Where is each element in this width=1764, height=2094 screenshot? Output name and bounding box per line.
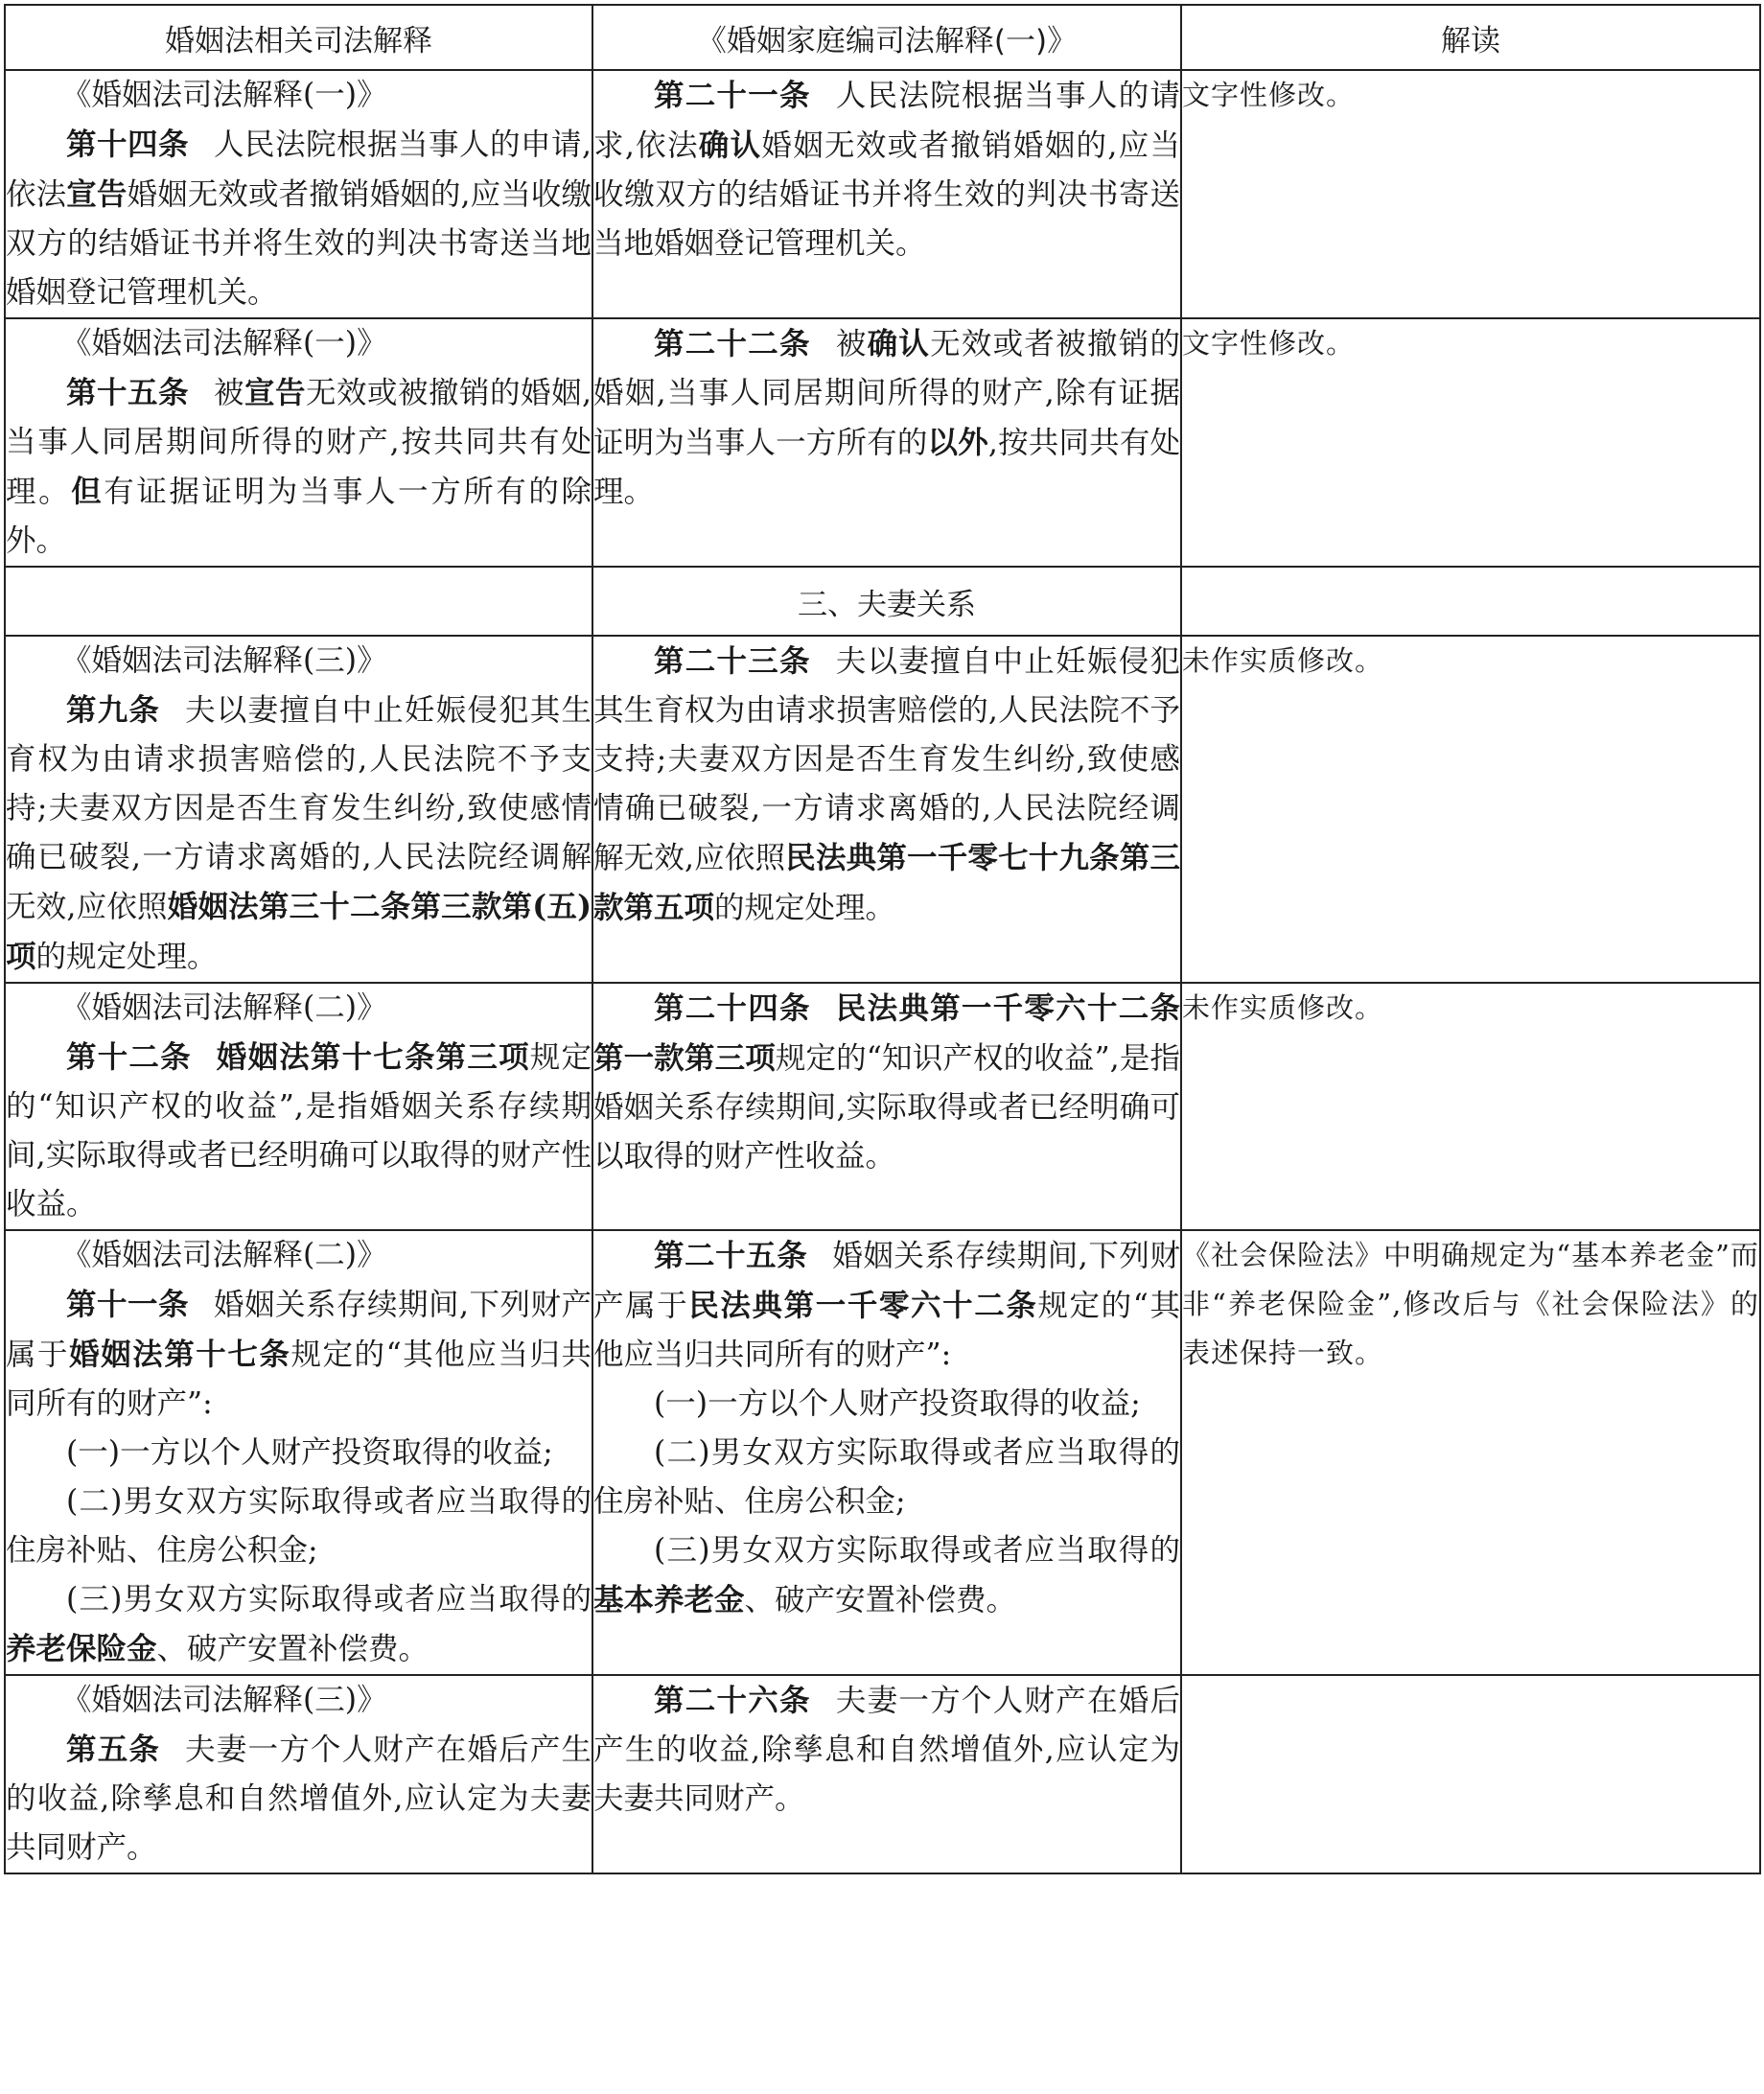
old-provision-cell [5,1675,592,1873]
commentary-cell [1181,1675,1760,1873]
old-provision-text: 第十五条 被宣告无效或被撤销的婚姻,当事人同居期间所得的财产,按共同共有处理。但有证据证明为当事人一方所有的除外。 [6,375,592,558]
list-item: (一)一方以个人财产投资取得的收益; [654,1386,1141,1421]
article-number: 第二十四条 [654,990,811,1026]
empty-cell [5,567,592,636]
article-number: 第十一条 [66,1287,189,1322]
commentary-text: 文字性修改。 [1182,79,1356,111]
list-item: (二)男女双方实际取得或者应当取得的住房补贴、住房公积金; [6,1484,592,1568]
header-commentary: 解读 [1181,5,1760,70]
list-item: (三)男女双方实际取得或者应当取得的基本养老金、破产安置补偿费。 [593,1533,1180,1617]
new-provision-cell [592,318,1181,567]
old-provision-cell [5,636,592,983]
commentary-cell [1181,70,1760,318]
source-title: 《婚姻法司法解释(一)》 [61,326,387,361]
commentary-cell [1181,983,1760,1230]
table-row [5,318,1760,567]
comparison-table [4,4,1761,1874]
commentary-cell [1181,1230,1760,1675]
article-number: 第二十五条 [654,1238,808,1273]
new-provision-text: 第二十四条 民法典第一千零六十二条第一款第三项规定的“知识产权的收益”,是指婚姻关系存续期间,实际取得或者已经明确可以取得的财产性收益。 [593,990,1180,1174]
table-row [5,636,1760,983]
new-provision-cell [592,1675,1181,1873]
article-number: 第五条 [66,1732,161,1767]
old-provision-text: 第五条 夫妻一方个人财产在婚后产生的收益,除孳息和自然增值外,应认定为夫妻共同财产。 [6,1732,592,1865]
table-row [5,983,1760,1230]
new-provision-cell [592,1230,1181,1675]
section-title: 三、夫妻关系 [592,567,1181,636]
source-title: 《婚姻法司法解释(二)》 [61,1238,387,1272]
commentary-cell [1181,318,1760,567]
table-row [5,1675,1760,1873]
old-provision-cell [5,983,592,1230]
source-title: 《婚姻法司法解释(二)》 [61,990,387,1025]
article-number: 第十四条 [66,127,189,162]
article-number: 第九条 [66,692,161,728]
list-item: (三)男女双方实际取得或者应当取得的养老保险金、破产安置补偿费。 [6,1582,592,1666]
article-number: 第二十六条 [654,1683,811,1718]
article-number: 第十二条 [66,1039,192,1075]
old-provision-cell [5,70,592,318]
empty-cell [1181,567,1760,636]
old-provision-cell [5,318,592,567]
commentary-text: 《社会保险法》中明确规定为“基本养老金”而非“养老保险金”,修改后与《社会保险法》的表述保持一致。 [1182,1239,1759,1369]
list-item: (一)一方以个人财产投资取得的收益; [66,1435,553,1470]
commentary-cell [1181,636,1760,983]
commentary-text: 未作实质修改。 [1182,991,1384,1024]
article-number: 第二十三条 [654,643,811,679]
new-provision-cell [592,636,1181,983]
header-old-interpretations: 婚姻法相关司法解释 [5,5,592,70]
source-title: 《婚姻法司法解释(一)》 [61,78,387,112]
source-title: 《婚姻法司法解释(三)》 [61,1683,387,1717]
table-row [5,70,1760,318]
new-provision-text: 第二十六条 夫妻一方个人财产在婚后产生的收益,除孳息和自然增值外,应认定为夫妻共同财产。 [593,1683,1180,1816]
old-provision-cell [5,1230,592,1675]
commentary-text: 文字性修改。 [1182,327,1356,360]
header-row [5,5,1760,70]
source-title: 《婚姻法司法解释(三)》 [61,643,387,678]
new-provision-text: 第二十三条 夫以妻擅自中止妊娠侵犯其生育权为由请求损害赔偿的,人民法院不予支持;夫妻双方因是否生育发生纠纷,致使感情确已破裂,一方请求离婚的,人民法院经调解无效,应依照民法典第一千零七十九条第三款第五项的规定处理。 [593,643,1180,925]
commentary-text: 未作实质修改。 [1182,644,1384,677]
new-provision-text: 第二十二条 被确认无效或者被撤销的婚姻,当事人同居期间所得的财产,除有证据证明为当事人一方所有的以外,按共同共有处理。 [593,326,1180,509]
article-number: 第二十二条 [654,326,811,361]
article-number: 第二十一条 [654,78,811,113]
old-provision-text: 第十一条 婚姻关系存续期间,下列财产属于婚姻法第十七条规定的“其他应当归共同所有的财产”: [6,1287,592,1421]
article-number: 第十五条 [66,375,189,410]
list-item: (二)男女双方实际取得或者应当取得的住房补贴、住房公积金; [593,1435,1180,1519]
new-provision-cell [592,70,1181,318]
table-row [5,1230,1760,1675]
old-provision-text: 第十二条 婚姻法第十七条第三项规定的“知识产权的收益”,是指婚姻关系存续期间,实际取得或者已经明确可以取得的财产性收益。 [6,1039,592,1222]
new-provision-text: 第二十一条 人民法院根据当事人的请求,依法确认婚姻无效或者撤销婚姻的,应当收缴双方的结婚证书并将生效的判决书寄送当地婚姻登记管理机关。 [593,78,1181,261]
section-row [5,567,1760,636]
old-provision-text: 第九条 夫以妻擅自中止妊娠侵犯其生育权为由请求损害赔偿的,人民法院不予支持;夫妻双方因是否生育发生纠纷,致使感情确已破裂,一方请求离婚的,人民法院经调解无效,应依照婚姻法第三十二条第三款第(五)项的规定处理。 [6,692,592,974]
new-provision-text: 第二十五条 婚姻关系存续期间,下列财产属于民法典第一千零六十二条规定的“其他应当归共同所有的财产”: [593,1238,1180,1372]
old-provision-text: 第十四条 人民法院根据当事人的申请,依法宣告婚姻无效或者撤销婚姻的,应当收缴双方的结婚证书并将生效的判决书寄送当地婚姻登记管理机关。 [6,127,592,310]
header-new-interpretation: 《婚姻家庭编司法解释(一)》 [592,5,1181,70]
new-provision-cell [592,983,1181,1230]
